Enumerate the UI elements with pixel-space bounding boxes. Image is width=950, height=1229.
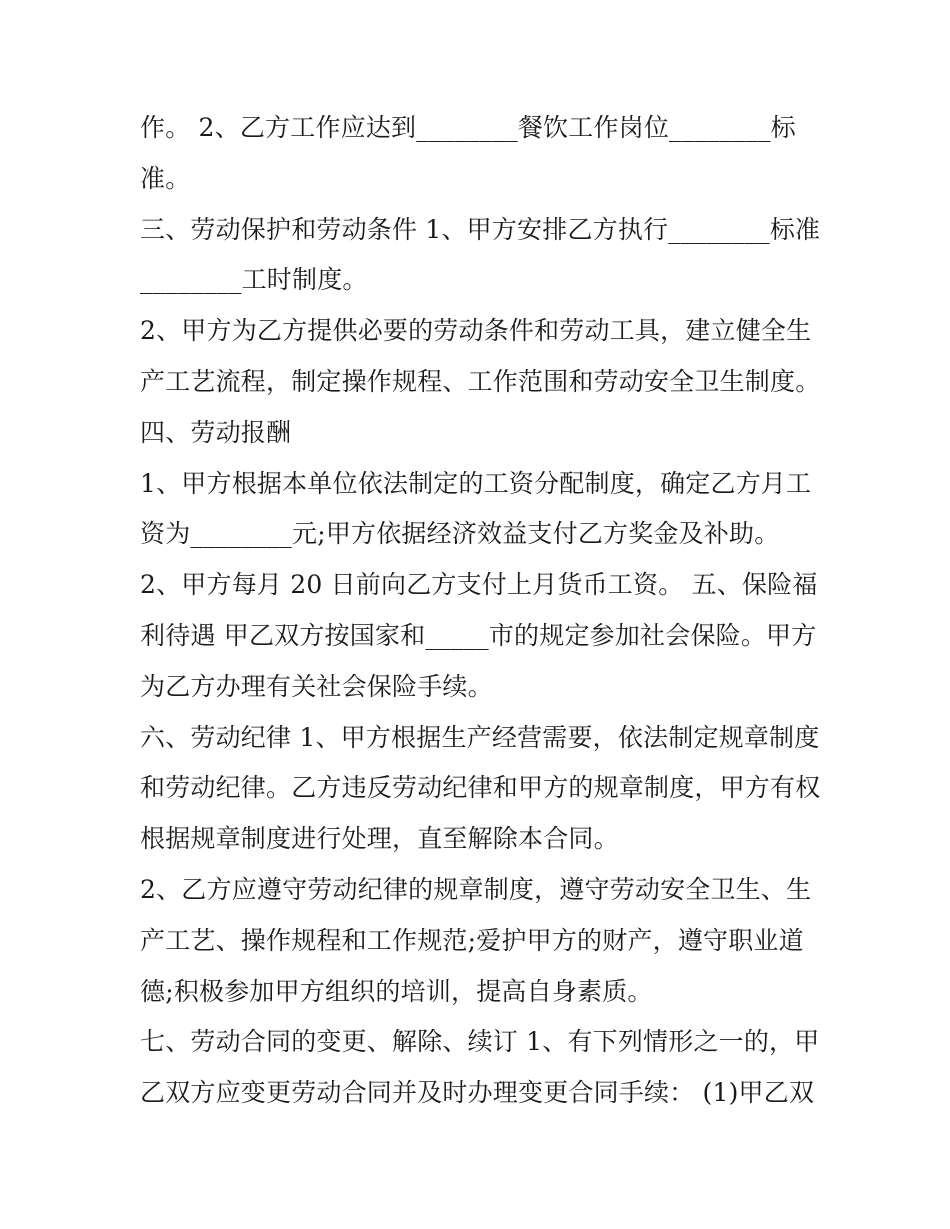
section-heading: 四、劳动报酬: [140, 417, 292, 447]
text-line: 和劳动纪律。乙方违反劳动纪律和甲方的规章制度，甲方有权: [140, 773, 821, 803]
text-line: 2、甲方为乙方提供必要的劳动条件和劳动工具，建立健全生: [140, 316, 812, 346]
text-line: 资为________元;甲方依据经济效益支付乙方奖金及补助。: [140, 519, 780, 549]
text-line: 作。 2、乙方工作应达到________餐饮工作岗位________标: [140, 113, 796, 142]
text-line: 利待遇 甲乙双方按国家和_____市的规定参加社会保险。甲方: [140, 620, 817, 650]
text-line: 乙双方应变更劳动合同并及时办理变更合同手续： (1)甲乙双: [140, 1078, 815, 1108]
text-line: 2、甲方每月 20 日前向乙方支付上月货币工资。 五、保险福: [140, 570, 818, 600]
section-heading-line: 七、劳动合同的变更、解除、续订 1、有下列情形之一的，甲: [140, 1027, 820, 1057]
text-line: 1、甲方根据本单位依法制定的工资分配制度，确定乙方月工: [140, 468, 812, 498]
document-page: [140, 103, 840, 1119]
text-line: ________工时制度。: [140, 265, 368, 295]
section-heading-line: 三、劳动保护和劳动条件 1、甲方安排乙方执行________标准: [140, 214, 821, 244]
text-line: 产工艺流程，制定操作规程、工作范围和劳动安全卫生制度。: [140, 366, 821, 396]
text-line: 为乙方办理有关社会保险手续。: [140, 671, 493, 701]
text-line: 根据规章制度进行处理，直至解除本合同。: [140, 824, 619, 854]
section-heading-line: 六、劳动纪律 1、甲方根据生产经营需要，依法制定规章制度: [140, 722, 820, 752]
text-line: 德;积极参加甲方组织的培训，提高自身素质。: [140, 976, 653, 1006]
text-line: 准。: [140, 163, 191, 193]
text-line: 2、乙方应遵守劳动纪律的规章制度，遵守劳动安全卫生、生: [140, 874, 812, 904]
text-line: 产工艺、操作规程和工作规范;爱护甲方的财产，遵守职业道: [140, 925, 804, 955]
